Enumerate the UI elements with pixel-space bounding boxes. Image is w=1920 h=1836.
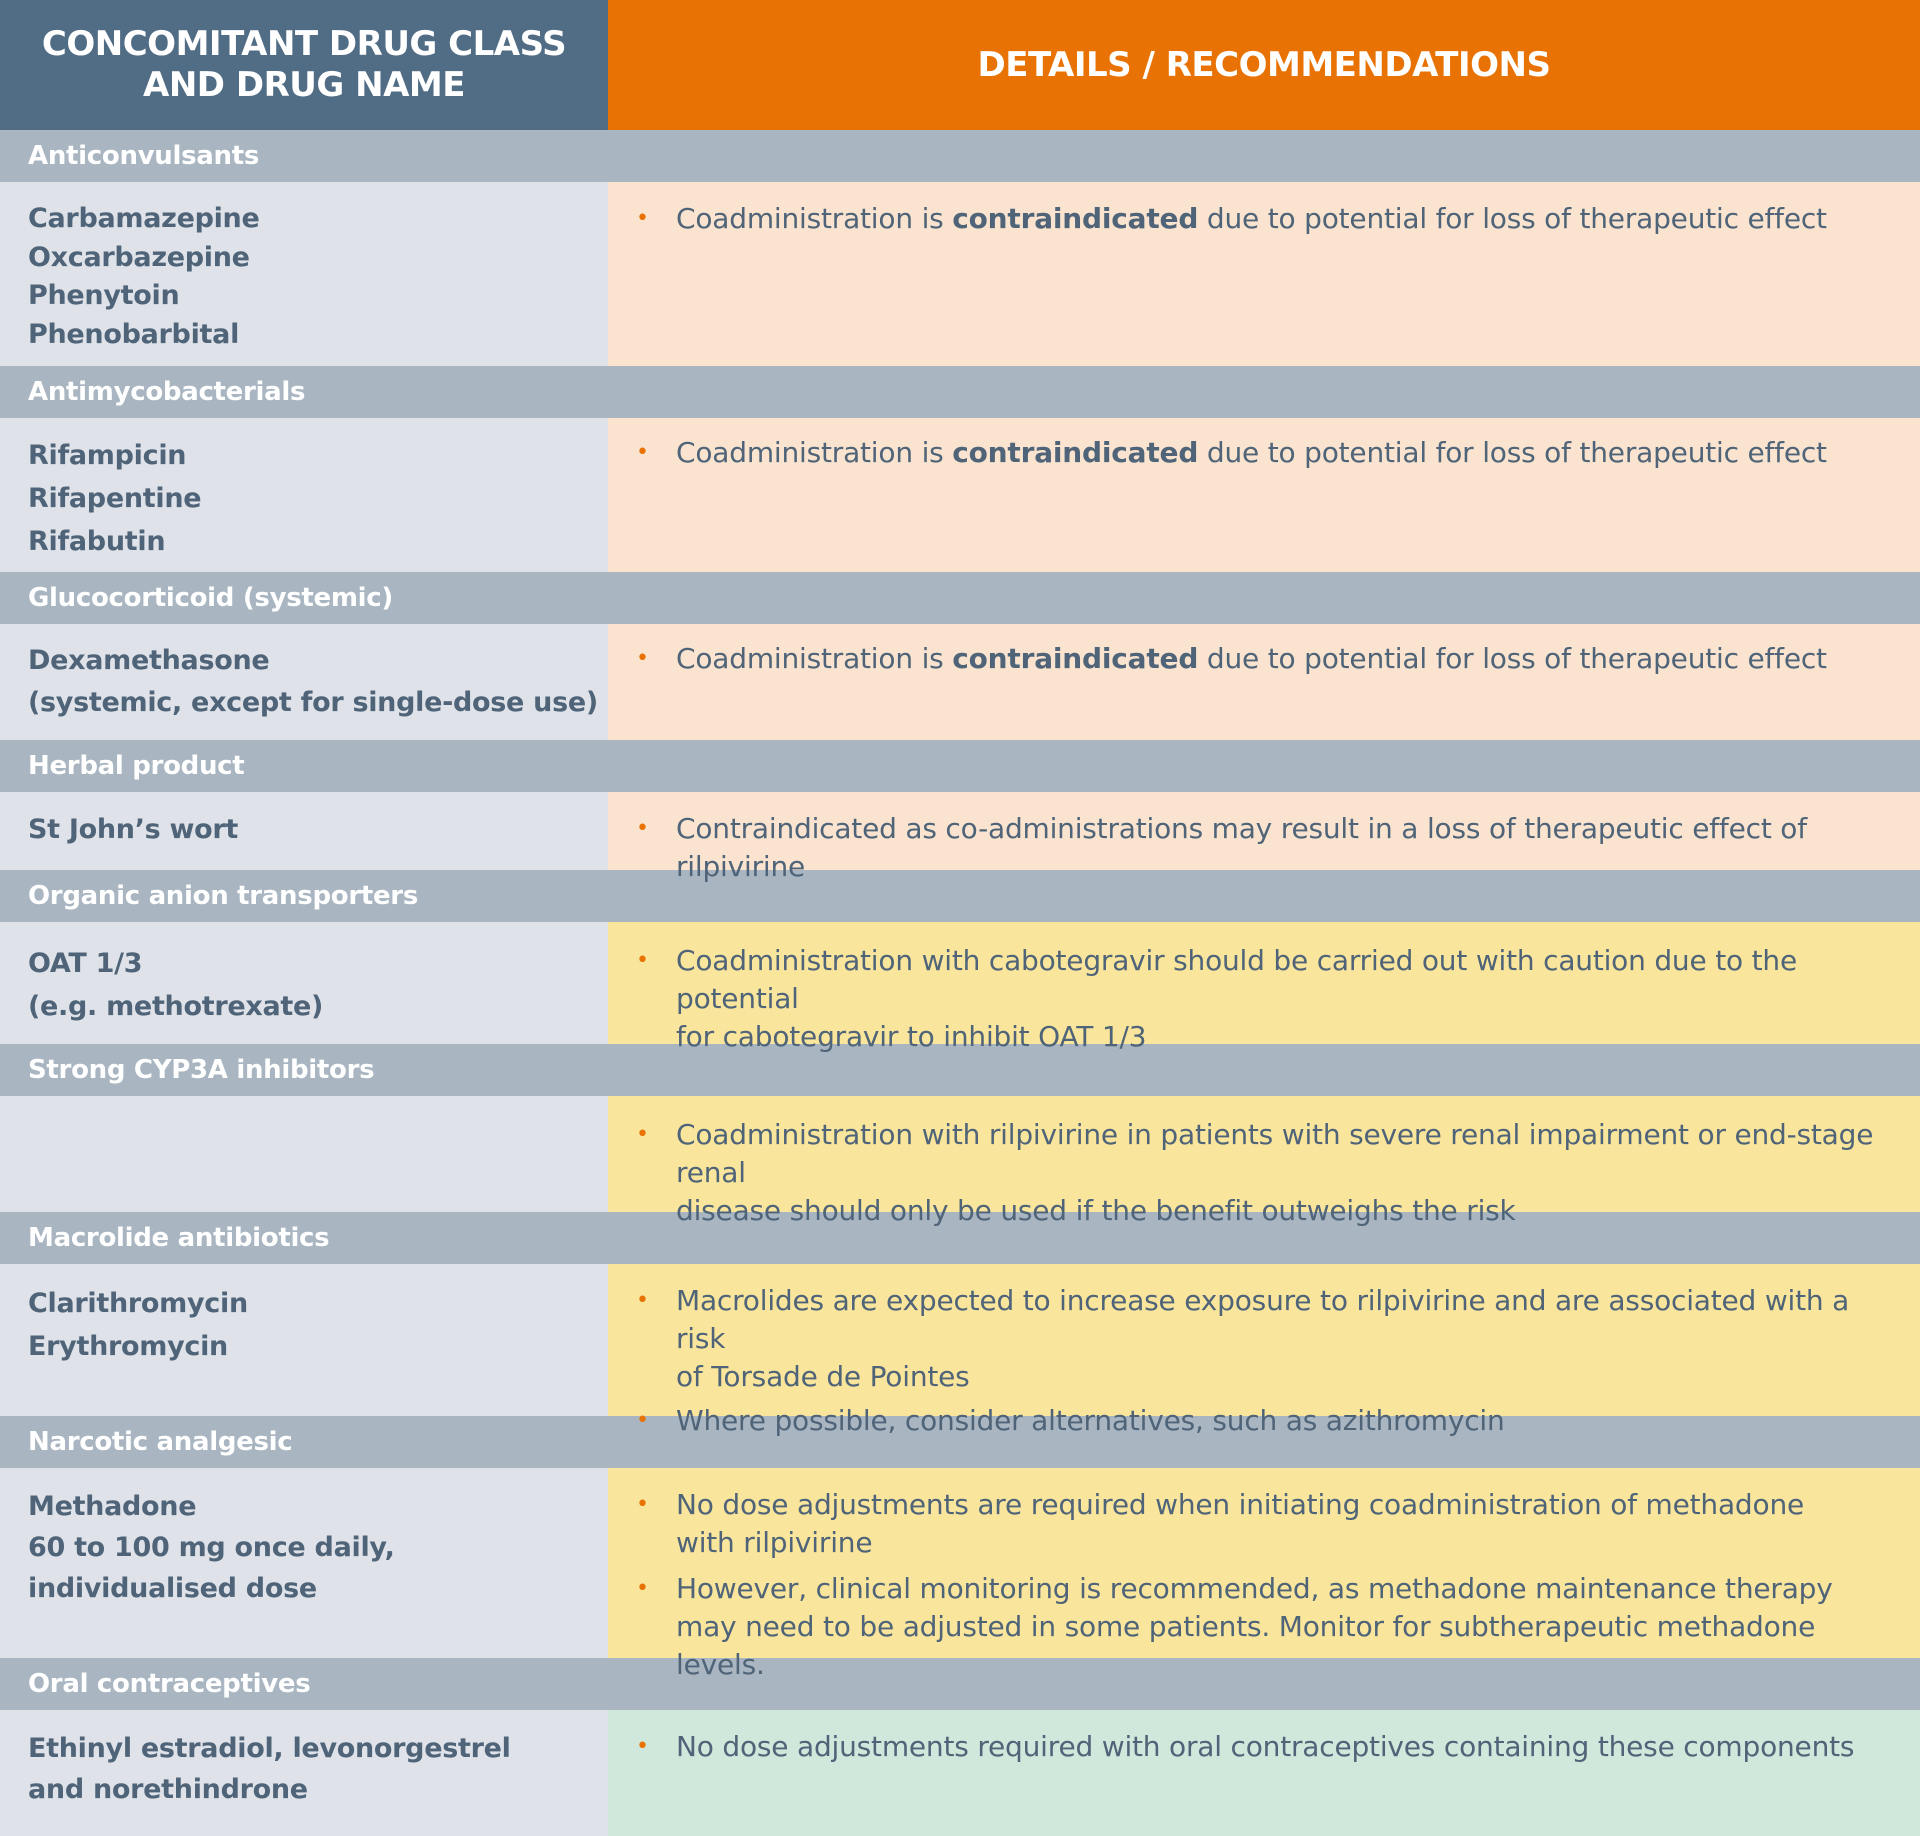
drug-name: Oxcarbazepine (28, 241, 250, 273)
drug-name: (e.g. methotrexate) (28, 991, 324, 1022)
drug-cell (0, 418, 608, 572)
recommendation-bullet (636, 1486, 1890, 1562)
drug-name: OAT 1/3 (28, 948, 143, 979)
details-cell (608, 1264, 1920, 1437)
table-row (0, 922, 1920, 1053)
drug-name: St John’s wort (28, 814, 239, 845)
bullet-icon: • (636, 1408, 649, 1433)
bullet-icon: • (636, 206, 649, 231)
drug-name: Phenobarbital (28, 318, 240, 350)
recommendation-text (676, 436, 1827, 469)
bullet-icon: • (636, 948, 649, 973)
details-cell (608, 418, 1920, 572)
text-part: Coadministration with rilpivirine in patients with severe renal impairment or end-stage renal disease should only be used if the benefit outweighs the risk (676, 1118, 1874, 1227)
drug-name: Phenytoin (28, 280, 180, 311)
drug-cell (0, 624, 608, 740)
drug-name: Methadone (28, 1491, 197, 1522)
recommendation-bullet (636, 1728, 1890, 1766)
recommendation-text (676, 1730, 1854, 1763)
bullet-icon: • (636, 1122, 649, 1147)
recommendation-bullet (636, 640, 1890, 678)
bullet-icon: • (636, 1576, 649, 1601)
details-cell (608, 1468, 1920, 1681)
recommendation-bullet (636, 1282, 1890, 1396)
drug-cell (0, 182, 608, 366)
table-row (0, 1096, 1920, 1227)
drug-cell (0, 1096, 608, 1212)
category-organic-anion-transporters: Organic anion transporters (0, 870, 1920, 922)
table-header (0, 0, 1920, 130)
text-part: Coadministration is (676, 436, 953, 469)
recommendation-bullet (636, 1570, 1890, 1684)
drug-name: Rifapentine (28, 483, 202, 514)
recommendation-text (676, 1488, 1804, 1559)
recommendation-bullet (636, 1402, 1890, 1440)
details-cell (608, 792, 1920, 883)
table-row (0, 624, 1920, 740)
text-part: Coadministration is (676, 642, 953, 675)
table-row (0, 792, 1920, 883)
details-cell (608, 1096, 1920, 1227)
bullet-icon: • (636, 1492, 649, 1517)
details-cell (608, 182, 1920, 366)
recommendation-bullet (636, 200, 1890, 238)
text-part: Macrolides are expected to increase exposure to rilpivirine and are associated with a risk of Torsade de Pointes (676, 1284, 1850, 1393)
text-part: No dose adjustments required with oral contraceptives containing these components (676, 1730, 1855, 1763)
recommendation-bullet (636, 434, 1890, 472)
category-anticonvulsants: Anticonvulsants (0, 130, 1920, 182)
details-cell (608, 624, 1920, 740)
recommendation-text (676, 1118, 1873, 1227)
text-part: Where possible, consider alternatives, such as azithromycin (676, 1404, 1505, 1437)
text-part: However, clinical monitoring is recommended, as methadone maintenance therapy may need to be adjusted in some patients. Monitor for subtherapeutic methadone levels. (676, 1572, 1833, 1681)
drug-name: Clarithromycin (28, 1288, 248, 1319)
text-part: due to potential for loss of therapeutic effect (1198, 436, 1827, 469)
details-cell (608, 922, 1920, 1053)
category-herbal-product: Herbal product (0, 740, 1920, 792)
bullet-icon: • (636, 816, 649, 841)
recommendation-text (676, 202, 1827, 235)
text-part: due to potential for loss of therapeutic effect (1198, 202, 1827, 235)
drug-name: Ethinyl estradiol, levonorgestrel (28, 1733, 511, 1764)
drug-name: Carbamazepine (28, 203, 260, 234)
table-row (0, 182, 1920, 366)
recommendation-bullet (636, 942, 1890, 1056)
header-drug-class: CONCOMITANT DRUG CLASS AND DRUG NAME (0, 0, 608, 130)
category-macrolide-antibiotics: Macrolide antibiotics (0, 1212, 1920, 1264)
table-row (0, 1468, 1920, 1681)
text-part: Coadministration with cabotegravir should be carried out with caution due to the potential for cabotegravir to inhibit OAT 1/3 (676, 944, 1797, 1053)
drug-cell (0, 1264, 608, 1416)
table-row (0, 1264, 1920, 1437)
text-part: Contraindicated as co-administrations may result in a loss of therapeutic effect of rilpivirine (676, 812, 1807, 883)
drug-cell (0, 792, 608, 870)
drug-name: Rifabutin (28, 526, 166, 557)
drug-name: individualised dose (28, 1573, 317, 1604)
emphasis-text: contraindicated (952, 202, 1199, 235)
bullet-icon: • (636, 646, 649, 671)
drug-cell (0, 1710, 608, 1836)
recommendation-text (676, 1572, 1833, 1681)
table-row (0, 1710, 1920, 1836)
drug-cell (0, 1468, 608, 1658)
recommendation-text (676, 642, 1827, 675)
recommendation-text (676, 1284, 1849, 1393)
table-body (0, 130, 1920, 1836)
category-glucocorticoid-systemic: Glucocorticoid (systemic) (0, 572, 1920, 624)
category-oral-contraceptives: Oral contraceptives (0, 1658, 1920, 1710)
details-cell (608, 1710, 1920, 1836)
emphasis-text: contraindicated (952, 642, 1199, 675)
table-row (0, 418, 1920, 572)
emphasis-text: contraindicated (952, 436, 1199, 469)
drug-name: Rifampicin (28, 440, 187, 471)
text-part: No dose adjustments are required when initiating coadministration of methadone with rilpivirine (676, 1488, 1805, 1559)
drug-cell (0, 922, 608, 1044)
drug-name: and norethindrone (28, 1774, 308, 1805)
recommendation-bullet (636, 810, 1890, 886)
category-antimycobacterials: Antimycobacterials (0, 366, 1920, 418)
recommendation-text (676, 944, 1797, 1053)
category-narcotic-analgesic: Narcotic analgesic (0, 1416, 1920, 1468)
recommendation-text (676, 812, 1807, 883)
drug-name: (systemic, except for single-dose use) (28, 687, 598, 718)
recommendation-text (676, 1404, 1505, 1437)
bullet-icon: • (636, 1288, 649, 1313)
bullet-icon: • (636, 1734, 649, 1759)
text-part: Coadministration is (676, 202, 953, 235)
drug-name: Erythromycin (28, 1331, 228, 1362)
drug-name: Dexamethasone (28, 645, 270, 676)
bullet-icon: • (636, 440, 649, 465)
recommendation-bullet (636, 1116, 1890, 1230)
category-strong-cyp3a-inhibitors: Strong CYP3A inhibitors (0, 1044, 1920, 1096)
text-part: due to potential for loss of therapeutic effect (1198, 642, 1827, 675)
drug-name: 60 to 100 mg once daily, (28, 1532, 395, 1563)
header-details: DETAILS / RECOMMENDATIONS (608, 0, 1920, 130)
